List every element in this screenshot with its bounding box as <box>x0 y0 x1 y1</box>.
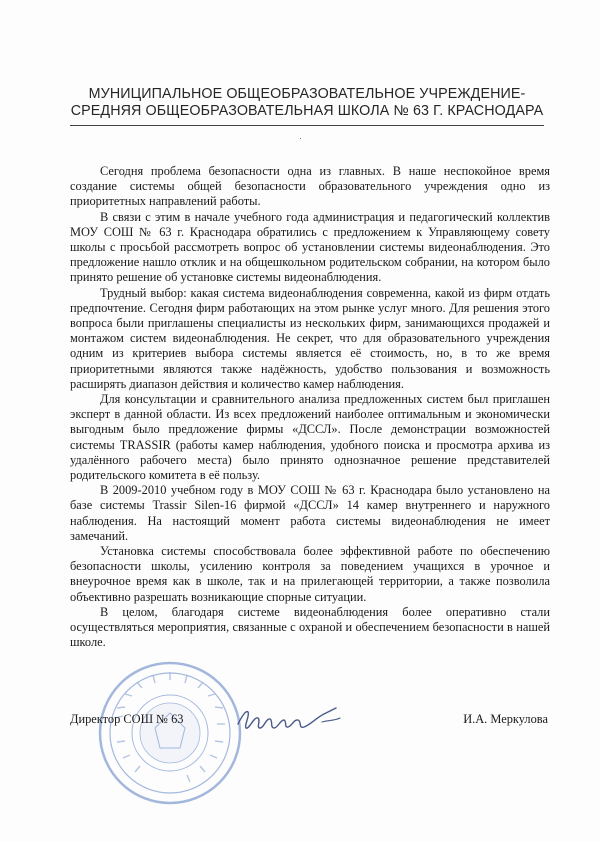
document-header <box>70 86 544 120</box>
paragraph: В 2009-2010 учебном году в МОУ СОШ № 63 г. Краснодара было установлено на базе системы Trassir Silen-16 фирмой «ДССЛ» 14 камер внутреннего и наружного наблюдения. На настоящий момент работа системы видеонаблюдения не имеет замечаний. <box>70 483 550 543</box>
signatory-name: И.А. Меркулова <box>463 712 548 726</box>
page-speck <box>300 138 301 139</box>
header-line-1: МУНИЦИПАЛЬНОЕ ОБЩЕОБРАЗОВАТЕЛЬНОЕ УЧРЕЖДЕНИЕ- <box>88 86 526 102</box>
paragraph: Установка системы способствовала более эффективной работе по обеспечению безопасности школы, усилению контроля за поведением учащихся в урочное и внеурочное время как в школе, так и на прилегающей территории, а также позволила объективно разрешать возникающие спорные ситуации. <box>70 544 550 604</box>
paragraph: Сегодня проблема безопасности одна из главных. В наше неспокойное время создание системы общей безопасности образовательного учреждения одно из приоритетных направлений работы. <box>70 164 550 209</box>
header-divider <box>70 125 544 126</box>
header-line-2: СРЕДНЯЯ ОБЩЕОБРАЗОВАТЕЛЬНАЯ ШКОЛА № 63 Г. КРАСНОДАРА <box>70 103 544 119</box>
signature-block <box>70 712 550 732</box>
signatory-position: Директор СОШ № 63 <box>70 712 184 726</box>
document-body <box>70 164 550 651</box>
paragraph: Для консультации и сравнительного анализа предложенных систем был приглашен эксперт в данной области. Из всех предложений наиболее оптимальным и экономически выгодным было предложение фирмы «ДССЛ». После демонстрации возможностей системы TRASSIR (работы камер наблюдения, удобного поиска и просмотра архива из удалённого рабочего места) было принято однозначное решение представителей родительского комитета в её пользу. <box>70 392 550 483</box>
paragraph: Трудный выбор: какая система видеонаблюдения современна, какой из фирм отдать предпочтение. Сегодня фирм работающих на этом рынке услуг много. Для решения этого вопроса были приглашены специалисты из нескольких фирм, занимающихся продажей и монтажом систем видеонаблюдения. Не секрет, что для образовательного учреждения одним из критериев выбора системы является её стоимость, но, в то же время приоритетными являются также надёжность, удобство пользования и возможность расширять диапазон действия и количество камер наблюдения. <box>70 285 550 391</box>
paragraph: В связи с этим в начале учебного года администрация и педагогический коллектив МОУ СОШ № 63 г. Краснодара обратились с предложением к Управляющему совету школы с просьбой рассмотреть вопрос об установлении системы видеонаблюдения. Это предложение нашло отклик и на общешкольном родительском собрании, на котором было принято решение об установке системы видеонаблюдения. <box>70 209 550 285</box>
official-stamp-icon <box>95 658 245 808</box>
paragraph: В целом, благодаря системе видеонаблюдения более оперативно стали осуществляться мероприятия, связанные с охраной и обеспечением безопасности в нашей школе. <box>70 604 550 650</box>
